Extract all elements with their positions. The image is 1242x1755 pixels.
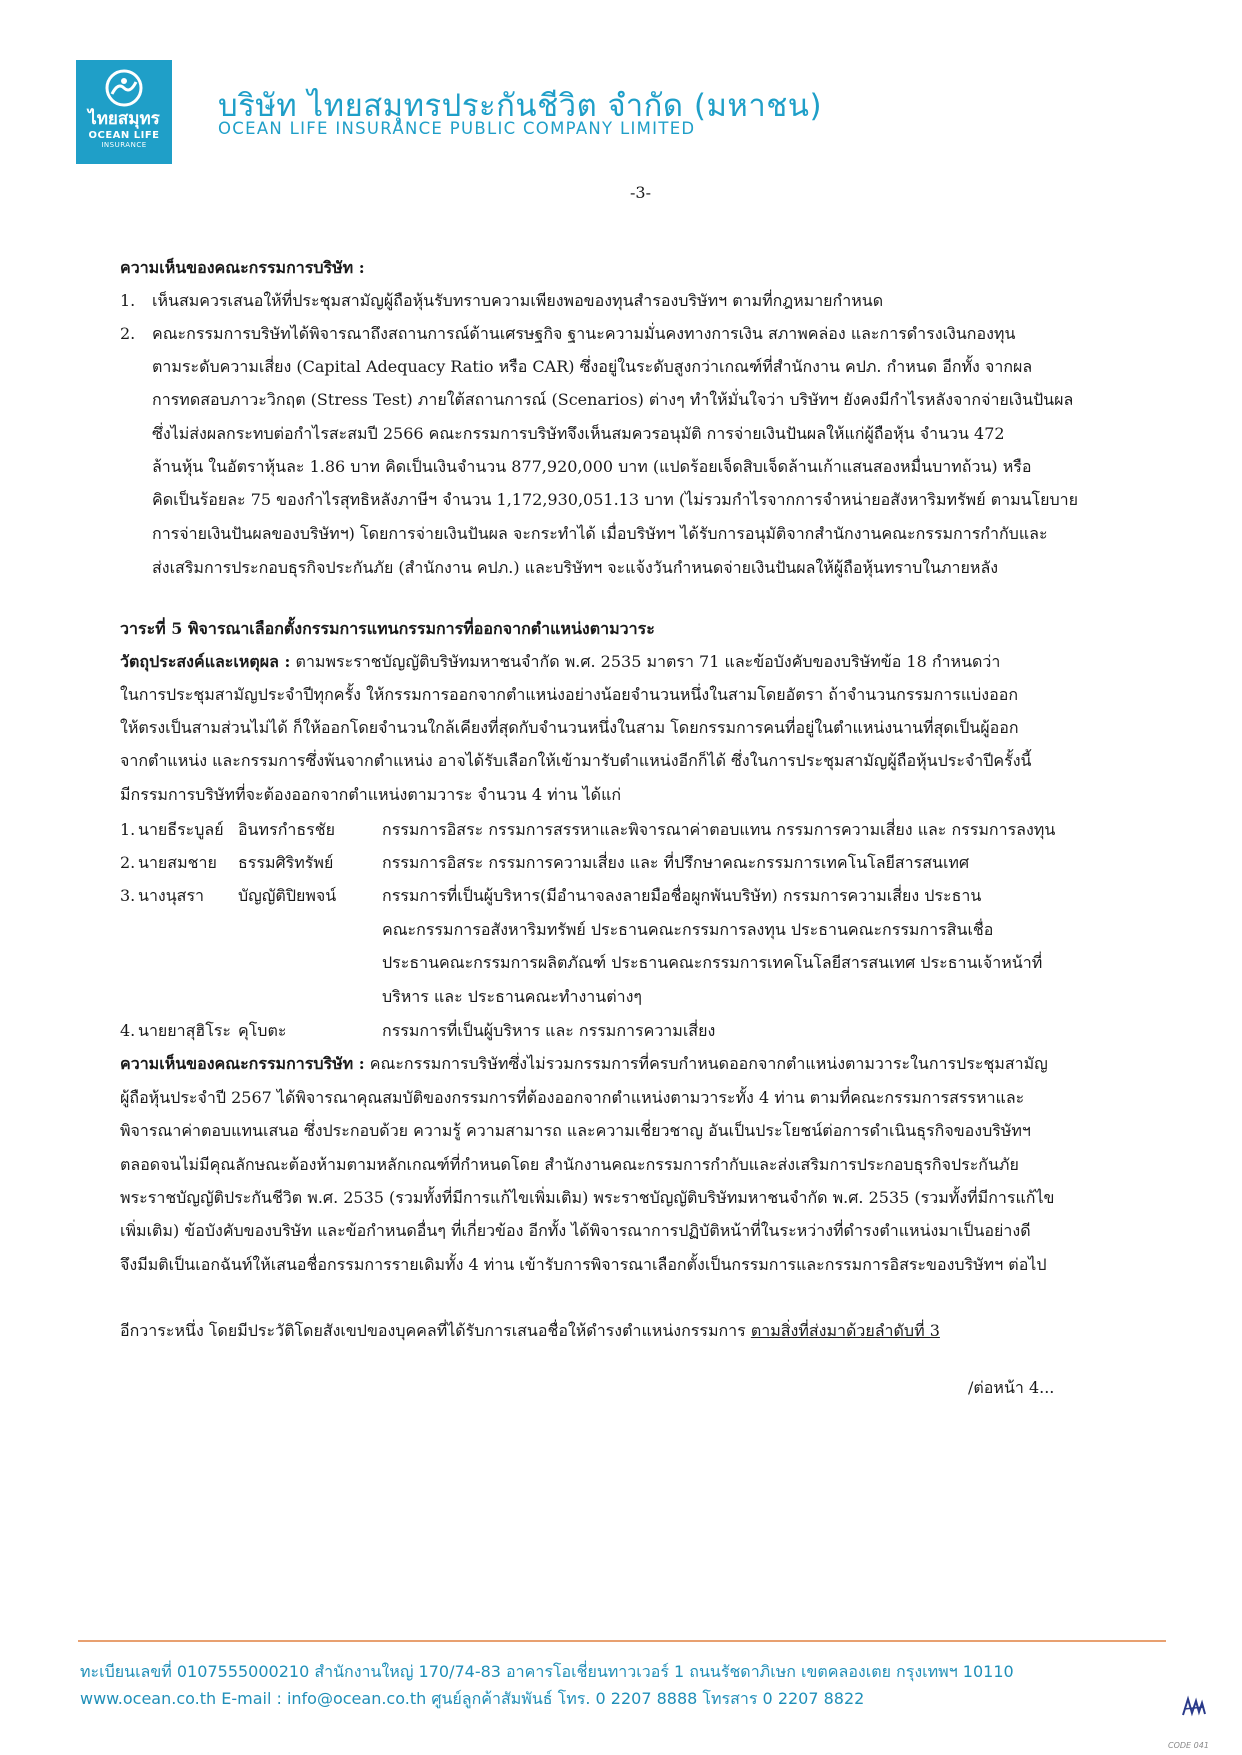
director-roles: ประธานคณะกรรมการผลิตภัณฑ์ ประธานคณะกรรมการเทคโนโลยีสารสนเทศ ประธานเจ้าหน้าที่ <box>382 953 1043 972</box>
director-number: 1. <box>120 820 136 839</box>
opinion-item-text: เห็นสมควรเสนอให้ที่ประชุมสามัญผู้ถือหุ้นรับทราบความเพียงพอของทุนสำรองบริษัทฯ ตามที่กฎหมายกำหนด <box>152 291 884 310</box>
footer-address: ทะเบียนเลขที่ 0107555000210 สำนักงานใหญ่ 170/74-83 อาคารโอเชี่ยนทาวเวอร์ 1 ถนนรัชดาภิเษก เขตคลองเตย กรุงเทพฯ 10110 <box>80 1662 1014 1681</box>
objective-paragraph-first-line <box>120 652 1000 672</box>
director-first-name: นายธีระบูลย์ <box>138 820 224 839</box>
signature-icon <box>1180 1693 1208 1725</box>
objective-label: วัตถุประสงค์และเหตุผล : <box>120 652 291 671</box>
director-number: 3. <box>120 886 136 905</box>
director-roles: กรรมการที่เป็นผู้บริหาร และ กรรมการความเสี่ยง <box>382 1021 716 1040</box>
agenda-5-title: วาระที่ 5 พิจารณาเลือกตั้งกรรมการแทนกรรมการที่ออกจากตำแหน่งตามวาระ <box>120 619 655 638</box>
ocean-life-logo-icon <box>102 68 146 108</box>
director-number: 2. <box>120 853 136 872</box>
board-opinion-last-line <box>120 1321 940 1341</box>
director-number: 4. <box>120 1021 136 1040</box>
logo-en-subtext: INSURANCE <box>101 141 147 149</box>
director-first-name: นายสมชาย <box>138 853 217 872</box>
company-name-english: OCEAN LIFE INSURANCE PUBLIC COMPANY LIMITED <box>218 119 696 138</box>
board-opinion-heading: ความเห็นของคณะกรรมการบริษัท : <box>120 258 365 277</box>
board-opinion-paragraph-first-line <box>120 1054 1048 1074</box>
opinion-item-line: ตามระดับความเสี่ยง (Capital Adequacy Ratio หรือ CAR) ซึ่งอยู่ในระดับสูงกว่าเกณฑ์ที่สำนักงาน คปภ. กำหนด อีกทั้ง จากผล <box>152 357 1033 376</box>
board-opinion-line: จึงมีมติเป็นเอกฉันท์ให้เสนอชื่อกรรมการรายเดิมทั้ง 4 ท่าน เข้ารับการพิจารณาเลือกตั้งเป็นกรรมการและกรรมการอิสระของบริษัทฯ ต่อไป <box>120 1255 1047 1274</box>
opinion-item-line: ล้านหุ้น ในอัตราหุ้นละ 1.86 บาท คิดเป็นเงินจำนวน 877,920,000 บาท (แปดร้อยเจ็ดสิบเจ็ดล้านเก้าแสนสองหมื่นบาทถ้วน) หรือ <box>152 457 1032 476</box>
board-opinion-heading: ความเห็นของคณะกรรมการบริษัท : <box>120 1054 365 1073</box>
objective-text: ตามพระราชบัญญัติบริษัทมหาชนจำกัด พ.ศ. 2535 มาตรา 71 และข้อบังคับของบริษัทข้อ 18 กำหนดว่า <box>290 652 1001 671</box>
opinion-item-line: ซึ่งไม่ส่งผลกระทบต่อกำไรสะสมปี 2566 คณะกรรมการบริษัทจึงเห็นสมควรอนุมัติ การจ่ายเงินปันผลให้แก่ผู้ถือหุ้น จำนวน 472 <box>152 424 1005 443</box>
footer-divider <box>78 1640 1166 1642</box>
opinion-item-line: ส่งเสริมการประกอบธุรกิจประกันภัย (สำนักงาน คปภ.) และบริษัทฯ จะแจ้งวันกำหนดจ่ายเงินปันผลให้ผู้ถือหุ้นทราบในภายหลัง <box>152 558 999 577</box>
attachment-3-reference: ตามสิ่งที่ส่งมาด้วยลำดับที่ 3 <box>750 1321 940 1340</box>
board-opinion-text: อีกวาระหนึ่ง โดยมีประวัติโดยสังเขปของบุคคลที่ได้รับการเสนอชื่อให้ดำรงตำแหน่งกรรมการ <box>120 1321 751 1340</box>
director-roles: บริหาร และ ประธานคณะทำงานต่างๆ <box>382 987 642 1006</box>
director-last-name: คุโบตะ <box>238 1021 287 1040</box>
footer-contact: www.ocean.co.th E-mail : info@ocean.co.th ศูนย์ลูกค้าสัมพันธ์ โทร. 0 2207 8888 โทรสาร 0 2207 8822 <box>80 1689 865 1708</box>
opinion-item-line: การจ่ายเงินปันผลของบริษัทฯ) โดยการจ่ายเงินปันผล จะกระทำได้ เมื่อบริษัทฯ ได้รับการอนุมัติจากสำนักงานคณะกรรมการกำกับและ <box>152 524 1048 543</box>
board-opinion-text: คณะกรรมการบริษัทซึ่งไม่รวมกรรมการที่ครบกำหนดออกจากตำแหน่งตามวาระในการประชุมสามัญ <box>364 1054 1048 1073</box>
director-roles: กรรมการอิสระ กรรมการความเสี่ยง และ ที่ปรึกษาคณะกรรมการเทคโนโลยีสารสนเทศ <box>382 853 970 872</box>
company-logo <box>76 60 172 164</box>
board-opinion-line: พิจารณาค่าตอบแทนเสนอ ซึ่งประกอบด้วย ความรู้ ความสามารถ และความเชี่ยวชาญ อันเป็นประโยชน์ต่อการดำเนินธุรกิจของบริษัทฯ <box>120 1121 1031 1140</box>
board-opinion-line: ตลอดจนไม่มีคุณลักษณะต้องห้ามตามหลักเกณฑ์ที่กำหนดโดย สำนักงานคณะกรรมการกำกับและส่งเสริมการประกอบธุรกิจประกันภัย <box>120 1155 1019 1174</box>
director-roles: คณะกรรมการอสังหาริมทรัพย์ ประธานคณะกรรมการลงทุน ประธานคณะกรรมการสินเชื่อ <box>382 920 994 939</box>
director-last-name: อินทรกำธรชัย <box>238 820 335 839</box>
director-first-name: นางนุสรา <box>138 886 205 905</box>
logo-en-text: OCEAN LIFE <box>88 130 160 141</box>
opinion-item-line: คิดเป็นร้อยละ 75 ของกำไรสุทธิหลังภาษีฯ จำนวน 1,172,930,051.13 บาท (ไม่รวมกำไรจากการจำหน่ายอสังหาริมทรัพย์ ตามนโยบาย <box>152 490 1079 509</box>
continue-to-page-4: /ต่อหน้า 4... <box>968 1378 1055 1397</box>
page-number: -3- <box>630 183 651 202</box>
board-opinion-line: เพิ่มเติม) ข้อบังคับของบริษัท และข้อกำหนดอื่นๆ ที่เกี่ยวข้อง อีกทั้ง ได้พิจารณาการปฏิบัติหน้าที่ในระหว่างที่ดำรงตำแหน่งมาเป็นอย่างดี <box>120 1221 1031 1240</box>
document-code: CODE 041 <box>1168 1741 1209 1750</box>
opinion-item-line: คณะกรรมการบริษัทได้พิจารณาถึงสถานการณ์ด้านเศรษฐกิจ ฐานะความมั่นคงทางการเงิน สภาพคล่อง และการดำรงเงินกองทุน <box>152 324 1016 343</box>
opinion-item-number: 2. <box>120 324 136 343</box>
director-roles: กรรมการที่เป็นผู้บริหาร(มีอำนาจลงลายมือชื่อผูกพันบริษัท) กรรมการความเสี่ยง ประธาน <box>382 886 982 905</box>
objective-line: ให้ตรงเป็นสามส่วนไม่ได้ ก็ให้ออกโดยจำนวนใกล้เคียงที่สุดกับจำนวนหนึ่งในสาม โดยกรรมการคนที่อยู่ในตำแหน่งนานที่สุดเป็นผู้ออก <box>120 718 1019 737</box>
board-opinion-line: ผู้ถือหุ้นประจำปี 2567 ได้พิจารณาคุณสมบัติของกรรมการที่ต้องออกจากตำแหน่งตามวาระทั้ง 4 ท่าน ตามที่คณะกรรมการสรรหาและ <box>120 1088 1025 1107</box>
logo-thai-text: ไทยสมุทร <box>88 109 160 129</box>
objective-line: จากตำแหน่ง และกรรมการซึ่งพ้นจากตำแหน่ง อาจได้รับเลือกให้เข้ามารับตำแหน่งอีกก็ได้ ซึ่งในการประชุมสามัญผู้ถือหุ้นประจำปีครั้งนี้ <box>120 751 1032 770</box>
director-first-name: นายยาสุฮิโระ <box>138 1021 231 1040</box>
company-name-thai: บริษัท ไทยสมุทรประกันชีวิต จำกัด (มหาชน) <box>218 88 823 124</box>
objective-line: ในการประชุมสามัญประจำปีทุกครั้ง ให้กรรมการออกจากตำแหน่งอย่างน้อยจำนวนหนึ่งในสามโดยอัตรา ถ้าจำนวนกรรมการแบ่งออก <box>120 685 1019 704</box>
director-last-name: ธรรมศิริทรัพย์ <box>238 853 334 872</box>
director-last-name: บัญญัติปิยพจน์ <box>238 886 337 905</box>
opinion-item-number: 1. <box>120 291 136 310</box>
board-opinion-line: พระราชบัญญัติประกันชีวิต พ.ศ. 2535 (รวมทั้งที่มีการแก้ไขเพิ่มเติม) พระราชบัญญัติบริษัทมหาชนจำกัด พ.ศ. 2535 (รวมทั้งที่มีการแก้ไข <box>120 1188 1055 1207</box>
director-roles: กรรมการอิสระ กรรมการสรรหาและพิจารณาค่าตอบแทน กรรมการความเสี่ยง และ กรรมการลงทุน <box>382 820 1056 839</box>
opinion-item-line: การทดสอบภาวะวิกฤต (Stress Test) ภายใต้สถานการณ์ (Scenarios) ต่างๆ ทำให้มั่นใจว่า บริษัทฯ ยังคงมีกำไรหลังจากจ่ายเงินปันผล <box>152 390 1074 409</box>
objective-line: มีกรรมการบริษัทที่จะต้องออกจากตำแหน่งตามวาระ จำนวน 4 ท่าน ได้แก่ <box>120 785 622 804</box>
